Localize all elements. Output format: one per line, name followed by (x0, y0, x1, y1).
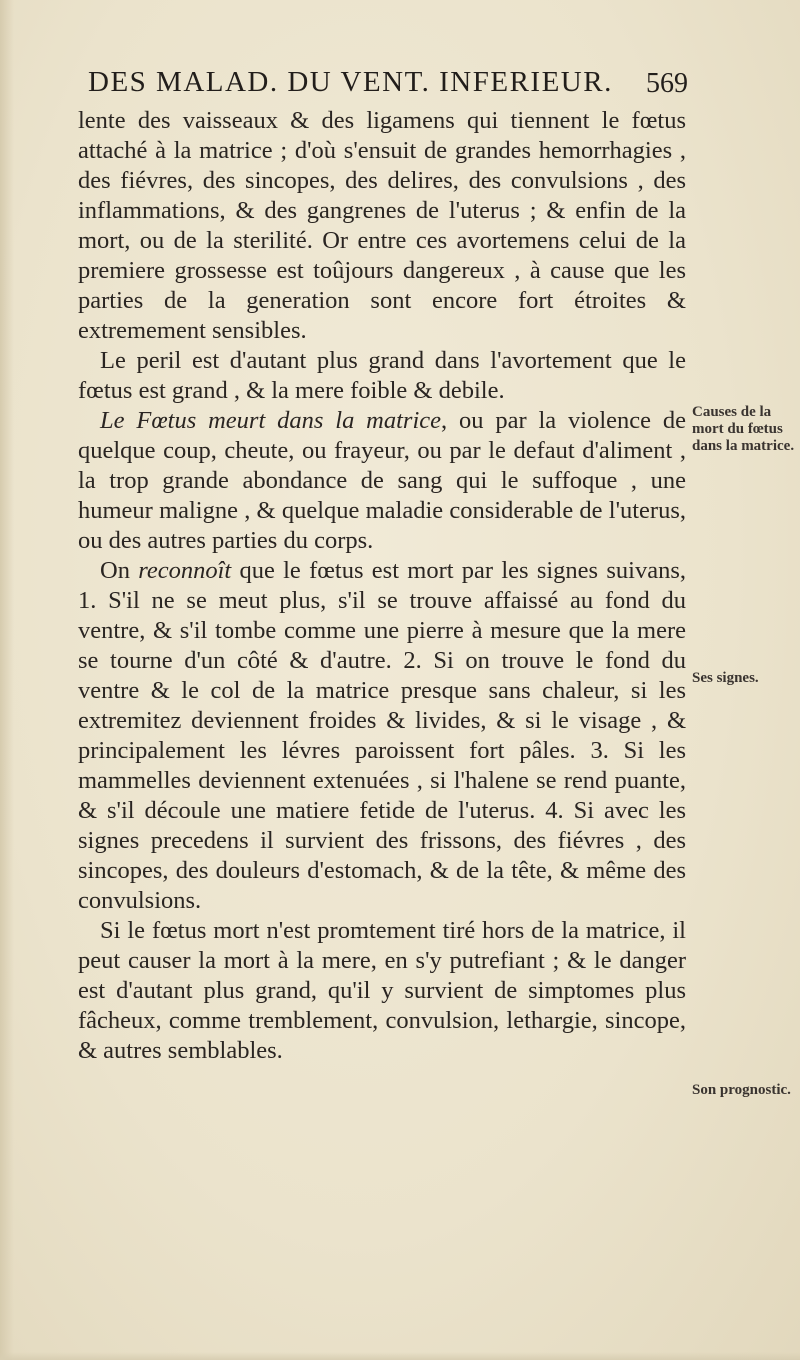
marginal-note-signes: Ses signes. (692, 670, 759, 686)
paragraph-4 (78, 556, 686, 916)
paragraph-3-text: , ou par la violence de quelque coup, cheute, ou frayeur, ou par le defaut d'aliment , la trop grande abondance de sang qui le suffoque , une humeur maligne , & quelque maladie considerable de l'uterus, ou des autres parties du corps. (78, 407, 686, 554)
paragraph-4-italic: reconnoît (138, 557, 232, 584)
paragraph-5-text: Si le fœtus mort n'est promtement tiré hors de la matrice, il peut causer la mort à la mere, en s'y putrefiant ; & le danger est d'autant plus grand, qu'il y survient de simptomes plus fâcheux, comme tremblement, convulsion, lethargie, sincope, & autres semblables. (78, 917, 686, 1064)
page-edge-shadow (0, 0, 14, 1360)
running-head: DES MALAD. DU VENT. INFERIEUR. (88, 66, 613, 98)
page-header (88, 66, 688, 110)
paragraph-5 (78, 916, 686, 1066)
paragraph-4-lead: On (100, 557, 139, 584)
paragraph-2-text: Le peril est d'autant plus grand dans l'avortement que le fœtus est grand , & la mere foible & debile. (78, 347, 686, 404)
paragraph-1-text: lente des vaisseaux & des ligamens qui tiennent le fœtus attaché à la matrice ; d'où s'ensuit de grandes hemorrhagies , des fiévres, des sincopes, des delires, des convulsions , des inflammations, & des gangrenes de l'uterus ; & enfin de la mort, ou de la sterilité. Or entre ces avortemens celui de la premiere grossesse est toûjours dangereux , à cause que les parties de la generation sont encore fort étroites & extremement sensibles. (78, 107, 686, 344)
paragraph-1 (78, 106, 686, 346)
body-text (78, 106, 686, 1066)
marginal-note-causes: Causes de la mort du fœtus dans la matrice. (692, 404, 795, 454)
marginal-note-prognostic: Son prognostic. (692, 1082, 791, 1098)
page-number: 569 (646, 68, 688, 99)
paragraph-2 (78, 346, 686, 406)
paragraph-3 (78, 406, 686, 556)
paragraph-3-italic: Le Fœtus meurt dans la matrice (100, 407, 442, 434)
paragraph-4-text: que le fœtus est mort par les signes suivans, 1. S'il ne se meut plus, s'il se trouve affaissé au fond du ventre, & s'il tombe comme une pierre à mesure que la mere se tourne d'un côté & d'autre. 2. Si on trouve le fond du ventre & le col de la matrice presque sans chaleur, si les extremitez deviennent froides & livides, & si le visage , & principalement les lévres paroissent fort pâles. 3. Si les mammelles deviennent extenuées , si l'halene se rend puante, & s'il découle une matiere fetide de l'uterus. 4. Si avec les signes precedens il survient des frissons, des fiévres , des sincopes, des douleurs d'estomach, & de la tête, & même des convulsions. (78, 557, 686, 914)
page-bottom-shadow (0, 1352, 800, 1360)
